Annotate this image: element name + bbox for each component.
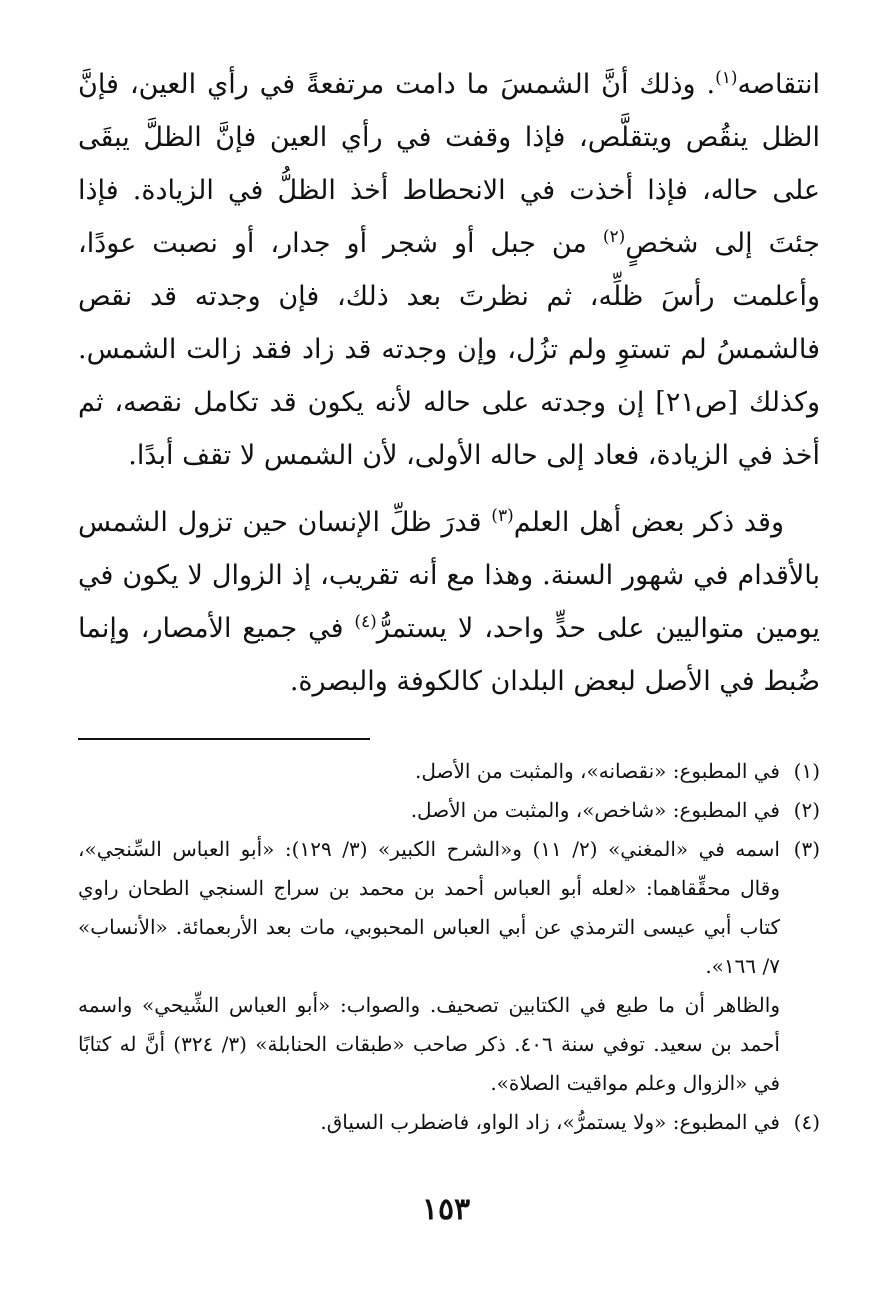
footnote-marker-1[interactable]: (١) xyxy=(715,68,738,88)
text-run: في جميع الأمصار، وإنما ضُبط في الأصل لبعض البلدان كالكوفة والبصرة. xyxy=(78,613,820,697)
footnote-number: (٢) xyxy=(793,798,820,822)
text-run: من جبل أو شجر أو جدار، أو نصبت عودًا، وأعلمت رأسَ ظلِّه، ثم نظرتَ بعد ذلك، فإن وجدته قد نقص فالشمسُ لم تستوِ ولم تزُل، وإن وجدته قد زاد فقد زالت الشمس. وكذلك [ص٢١] إن وجدته على حاله لأنه يكون قد تكامل نقصه، ثم أخذ في الزيادة، فعاد إلى حاله الأولى، لأن الشمس لا تقف أبدًا. xyxy=(78,228,820,471)
paragraph-1 xyxy=(78,58,820,482)
footnote-line: في المطبوع: «شاخص»، والمثبت من الأصل. xyxy=(410,798,780,822)
footnote-3 xyxy=(78,830,820,1103)
footnote-number: (١) xyxy=(793,759,820,783)
paragraph-2 xyxy=(78,496,820,708)
footnote-line: في المطبوع: «ولا يستمرُّ»، زاد الواو، فاضطرب السياق. xyxy=(320,1110,780,1134)
footnote-line: في المطبوع: «نقصانه»، والمثبت من الأصل. xyxy=(415,759,780,783)
main-text xyxy=(78,58,820,708)
footnote-marker-3[interactable]: (٣) xyxy=(491,506,514,526)
footnote-number: (٣) xyxy=(793,837,820,861)
footnote-line: اسمه في «المغني» (٢/ ١١) و«الشرح الكبير» (٣/ ١٢٩): «أبو العباس السِّنجي»، وقال محقِّقاهما: «لعله أبو العباس أحمد بن محمد بن سراج السنجي الطحان راوي كتاب أبي عيسى الترمذي عن أبي العباس المحبوبي، مات بعد الأربعمائة. «الأنساب» ٧/ ١٦٦». xyxy=(78,837,780,978)
footnote-2 xyxy=(78,791,820,830)
footnote-divider xyxy=(78,738,370,740)
text-run: وقد ذكر بعض أهل العلم xyxy=(513,507,784,538)
footnote-text xyxy=(78,791,780,830)
footnote-text xyxy=(78,1103,780,1142)
footnote-4 xyxy=(78,1103,820,1142)
footnote-text xyxy=(78,752,780,791)
footnote-marker-4[interactable]: (٤) xyxy=(354,612,377,632)
footnote-text xyxy=(78,830,780,1103)
footnote-number: (٤) xyxy=(793,1110,820,1134)
footnote-1 xyxy=(78,752,820,791)
text-run: قدرَ ظلِّ الإنسان حين تزول الشمس بالأقدام في شهور السنة. وهذا مع أنه تقريب، إذ الزوال لا يكون في يومين متواليين على حدٍّ واحد، لا يستمرُّ xyxy=(78,507,820,644)
text-run: . وذلك أنَّ الشمسَ ما دامت مرتفعةً في رأي العين، فإنَّ الظل ينقُص ويتقلَّص، فإذا وقفت في رأي العين فإنَّ الظلَّ يبقَى على حاله، فإذا أخذت في الانحطاط أخذ الظلُّ في الزيادة. فإذا جئتَ إلى شخصٍ xyxy=(78,69,820,259)
page-number: ١٥٣ xyxy=(421,1192,471,1227)
footnotes xyxy=(78,752,820,1142)
text-run: انتقاصه xyxy=(737,69,820,100)
footnote-marker-2[interactable]: (٢) xyxy=(602,227,626,247)
footnote-line: والظاهر أن ما طبع في الكتابين تصحيف. والصواب: «أبو العباس الشِّيحي» واسمه أحمد بن سعيد. توفي سنة ٤٠٦. ذكر صاحب «طبقات الحنابلة» (٣/ ٣٢٤) أنَّ له كتابًا في «الزوال وعلم مواقيت الصلاة». xyxy=(78,993,780,1095)
